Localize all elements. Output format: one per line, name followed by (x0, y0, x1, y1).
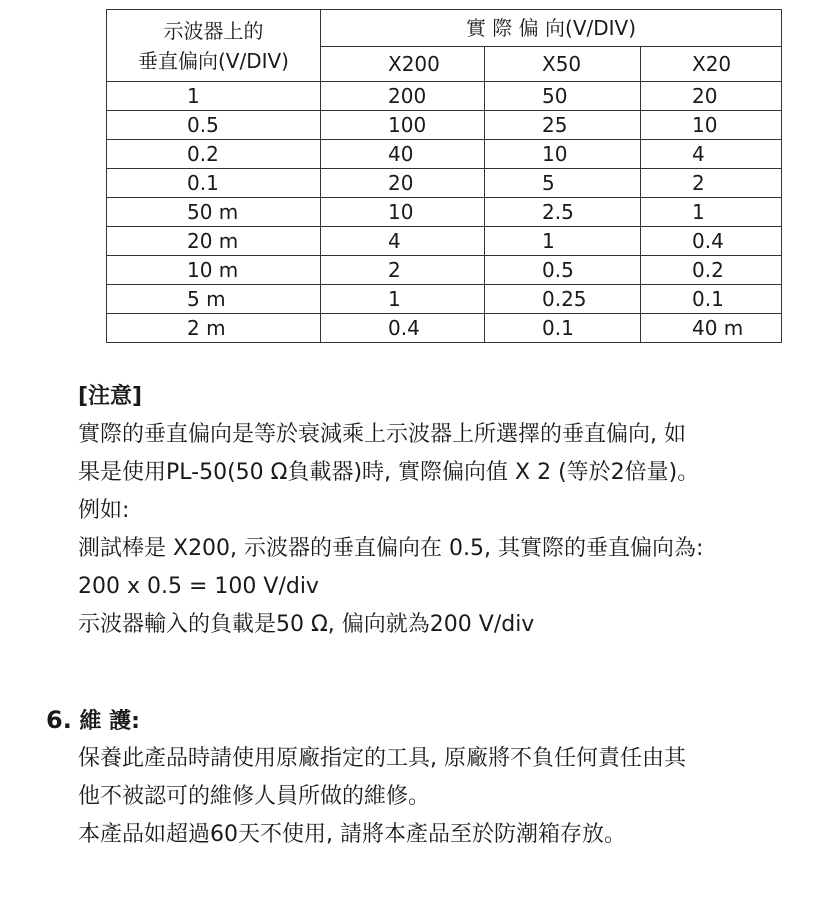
scope-setting-cell: 50 m (107, 198, 321, 227)
table-row (107, 314, 782, 343)
actual-deflection-cell: 0.1 (641, 285, 782, 314)
note-line: 果是使用PL-50(50 Ω負載器)時, 實際偏向值 X 2 (等於2倍量)。 (78, 460, 700, 485)
scope-setting-cell: 20 m (107, 227, 321, 256)
note-title: [注意] (78, 384, 143, 409)
actual-deflection-cell: 0.2 (641, 256, 782, 285)
table-row (107, 111, 782, 140)
section-line: 保養此產品時請使用原廠指定的工具, 原廠將不負任何責任由其 (78, 746, 686, 771)
actual-deflection-cell: 1 (485, 227, 641, 256)
table-row (107, 169, 782, 198)
scope-setting-cell: 1 (107, 82, 321, 111)
actual-deflection-cell: 5 (485, 169, 641, 198)
scope-setting-cell: 2 m (107, 314, 321, 343)
note-line: 實際的垂直偏向是等於衰減乘上示波器上所選擇的垂直偏向, 如 (78, 422, 686, 447)
section-line: 他不被認可的維修人員所做的維修。 (78, 784, 431, 809)
actual-deflection-cell: 25 (485, 111, 641, 140)
section-line: 本產品如超過60天不使用, 請將本產品至於防潮箱存放。 (78, 822, 626, 847)
actual-deflection-cell: 4 (321, 227, 485, 256)
scope-setting-cell: 0.5 (107, 111, 321, 140)
actual-deflection-cell: 1 (321, 285, 485, 314)
table-row (107, 256, 782, 285)
actual-deflection-cell: 2 (321, 256, 485, 285)
column-header-x200: X200 (321, 47, 485, 82)
maintenance-section (46, 700, 806, 854)
actual-deflection-cell: 0.25 (485, 285, 641, 314)
section-number: 6. (46, 706, 72, 734)
column-header-x50: X50 (485, 47, 641, 82)
actual-deflection-cell: 10 (321, 198, 485, 227)
actual-deflection-cell: 0.4 (641, 227, 782, 256)
header-scope-line1: 示波器上的 (163, 18, 264, 43)
actual-deflection-cell: 10 (641, 111, 782, 140)
table-row (107, 227, 782, 256)
header-scope-setting (107, 10, 321, 82)
scope-setting-cell: 5 m (107, 285, 321, 314)
deflection-table (106, 9, 782, 343)
scope-setting-cell: 0.2 (107, 140, 321, 169)
section-title: 維 護: (79, 709, 140, 734)
actual-deflection-cell: 20 (321, 169, 485, 198)
scope-setting-cell: 10 m (107, 256, 321, 285)
section-heading (46, 700, 806, 740)
actual-deflection-cell: 20 (641, 82, 782, 111)
note-line: 示波器輸入的負載是50 Ω, 偏向就為200 V/div (78, 612, 535, 637)
actual-deflection-cell: 1 (641, 198, 782, 227)
actual-deflection-cell: 2 (641, 169, 782, 198)
actual-deflection-cell: 50 (485, 82, 641, 111)
note-line: 測試棒是 X200, 示波器的垂直偏向在 0.5, 其實際的垂直偏向為: (78, 536, 704, 561)
actual-deflection-cell: 2.5 (485, 198, 641, 227)
actual-deflection-cell: 200 (321, 82, 485, 111)
table-row (107, 140, 782, 169)
actual-deflection-cell: 4 (641, 140, 782, 169)
scope-setting-cell: 0.1 (107, 169, 321, 198)
actual-deflection-cell: 40 (321, 140, 485, 169)
actual-deflection-cell: 0.5 (485, 256, 641, 285)
table-row (107, 82, 782, 111)
table-header-row (107, 10, 782, 47)
actual-deflection-cell: 10 (485, 140, 641, 169)
actual-deflection-cell: 0.1 (485, 314, 641, 343)
actual-deflection-cell: 40 m (641, 314, 782, 343)
note-line: 200 x 0.5 = 100 V/div (78, 574, 319, 599)
note-block (78, 378, 798, 644)
note-line: 例如: (78, 498, 130, 523)
column-header-x20: X20 (641, 47, 782, 82)
table-row (107, 285, 782, 314)
section-body (78, 740, 806, 854)
header-actual-deflection: 實 際 偏 向(V/DIV) (321, 10, 782, 47)
header-scope-line2: 垂直偏向(V/DIV) (137, 48, 289, 73)
table-row (107, 198, 782, 227)
actual-deflection-cell: 100 (321, 111, 485, 140)
actual-deflection-cell: 0.4 (321, 314, 485, 343)
